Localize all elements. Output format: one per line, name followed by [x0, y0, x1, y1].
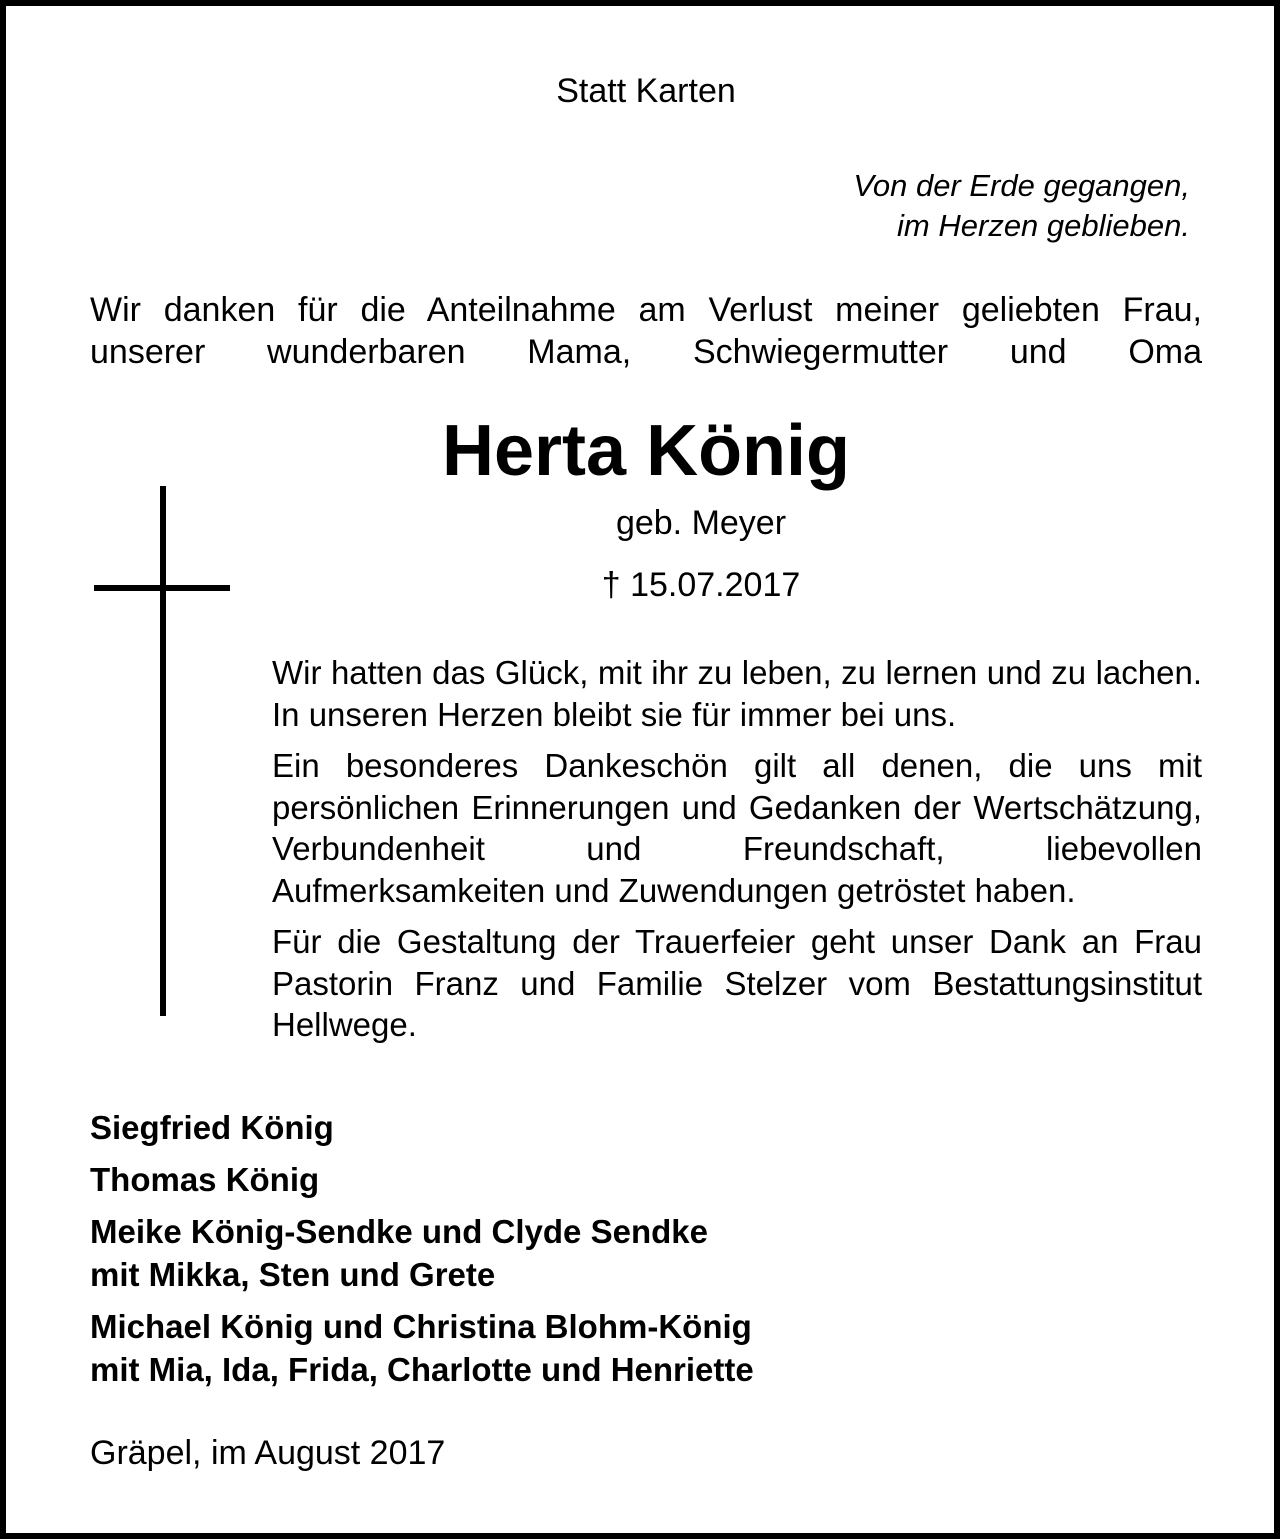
maiden-name: geb. Meyer: [615, 504, 787, 542]
family-group: [90, 1305, 990, 1391]
family-line: Thomas König: [90, 1161, 320, 1198]
family-line: mit Mikka, Sten und Grete: [90, 1256, 496, 1293]
thanks-paragraph: Ein besonderes Dankeschön gilt all denen, die uns mit persönlichen Erinnerungen und Gedanken der Wertschätzung, Verbundenheit und Freundschaft, liebevollen Aufmerksamkeiten und Zuwendungen getröstet haben.: [272, 747, 1202, 909]
place-and-date: Gräpel, im August 2017: [90, 1434, 446, 1472]
family-line: Michael König und Christina Blohm-König: [90, 1308, 752, 1345]
motto-quote: [630, 166, 1190, 246]
family-group: [90, 1106, 990, 1149]
family-signatures: [90, 1106, 990, 1400]
cross-vertical-bar: [160, 486, 166, 1016]
motto-line: im Herzen geblieben.: [897, 208, 1190, 243]
death-date: † 15.07.2017: [601, 566, 801, 604]
family-line: Siegfried König: [90, 1109, 334, 1146]
deceased-name: Herta König: [441, 411, 851, 491]
intro-text: [90, 289, 1202, 373]
intro-line: unserer wunderbaren Mama, Schwiegermutter und Oma: [90, 333, 1202, 371]
cross-icon: [94, 486, 230, 1016]
thanks-paragraph: Für die Gestaltung der Trauerfeier geht unser Dank an Frau Pastorin Franz und Familie Stelzer vom Bestattungsinstitut Hellwege.: [272, 923, 1202, 1043]
thanks-text: [272, 652, 1202, 1056]
family-group: [90, 1210, 990, 1296]
motto-line: Von der Erde gegangen,: [853, 168, 1190, 203]
cross-horizontal-bar: [94, 585, 230, 591]
thanks-paragraph: Wir hatten das Glück, mit ihr zu leben, zu lernen und zu lachen. In unseren Herzen bleibt sie für immer bei uns.: [272, 654, 1202, 733]
family-line: Meike König-Sendke und Clyde Sendke: [90, 1213, 708, 1250]
header-statt-karten: Statt Karten: [556, 72, 736, 110]
family-line: mit Mia, Ida, Frida, Charlotte und Henriette: [90, 1351, 754, 1388]
family-group: [90, 1158, 990, 1201]
intro-line: Wir danken für die Anteilnahme am Verlust meiner geliebten Frau,: [90, 291, 1202, 329]
